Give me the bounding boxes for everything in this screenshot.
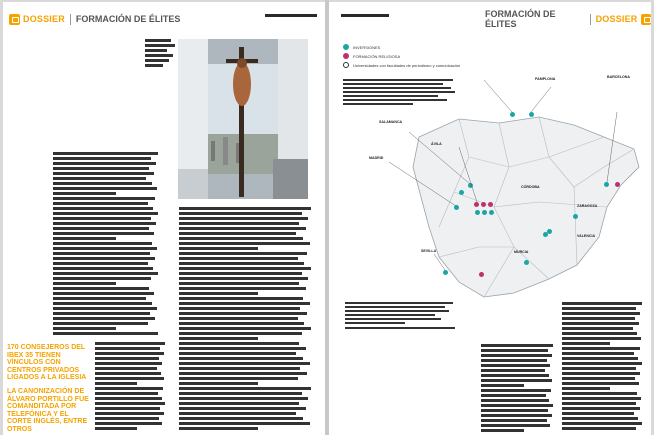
- city-murcia: MURCIA: [514, 250, 529, 254]
- text-line: [53, 172, 154, 175]
- text-line: [562, 362, 642, 365]
- left-header: [9, 12, 180, 26]
- text-line: [562, 307, 636, 310]
- text-line: [179, 307, 300, 310]
- text-line: [53, 192, 116, 195]
- text-line: [95, 357, 159, 360]
- article-column-5: [562, 302, 642, 432]
- city-sevilla: SEVILLA: [421, 249, 437, 253]
- text-line: [53, 202, 148, 205]
- dossier-label: DOSSIER: [23, 14, 65, 24]
- text-line: [53, 227, 149, 230]
- text-line: [179, 332, 302, 335]
- text-line: [53, 187, 157, 190]
- article-column-2: [179, 207, 311, 432]
- text-line: [179, 282, 299, 285]
- text-line: [179, 347, 306, 350]
- text-line: [562, 347, 640, 350]
- text-line: [95, 362, 162, 365]
- text-line: [53, 277, 151, 280]
- city-pamplona: PAMPLONA: [535, 77, 556, 81]
- text-line: [53, 212, 158, 215]
- text-line: [179, 297, 303, 300]
- text-line: [481, 354, 552, 357]
- text-line: [179, 302, 310, 305]
- text-line: [179, 382, 258, 385]
- text-line: [53, 257, 155, 260]
- text-line: [562, 412, 634, 415]
- text-line: [53, 317, 155, 320]
- text-line: [562, 312, 640, 315]
- right-page: [329, 2, 651, 435]
- text-line: [179, 402, 299, 405]
- text-line: [95, 427, 137, 430]
- text-line: [179, 422, 310, 425]
- city-valencia: VALENCIA: [577, 234, 596, 238]
- text-line: [95, 417, 159, 420]
- section-title: FORMACIÓN DE ÉLITES: [75, 14, 181, 24]
- text-line: [179, 367, 300, 370]
- text-line: [179, 427, 258, 430]
- pull-quote-2: LA CANONIZACIÓN DE ÁLVARO PORTILLO FUE COMANDITADA POR TELEFÓNICA Y EL CORTE INGLÉS, ENTRE OTROS: [7, 388, 89, 433]
- text-line: [53, 272, 158, 275]
- text-line: [562, 342, 610, 345]
- pull-quote-1: 170 CONSEJEROS DEL IBEX 35 TIENEN VÍNCULOS CON CENTROS PRIVADOS LIGADOS A LA IGLESIA: [7, 344, 87, 381]
- text-line: [179, 287, 306, 290]
- text-line: [562, 377, 635, 380]
- text-line: [179, 417, 303, 420]
- section-title-right: FORMACIÓN DE ÉLITES: [485, 9, 556, 29]
- text-line: [179, 342, 299, 345]
- text-line: [179, 207, 311, 210]
- text-line: [562, 317, 635, 320]
- text-line: [95, 347, 160, 350]
- city-avila: ÁVILA: [431, 142, 442, 146]
- text-line: [53, 302, 152, 305]
- text-line: [95, 412, 164, 415]
- text-line: [53, 307, 157, 310]
- article-column-1: [53, 152, 158, 337]
- text-line: [481, 359, 547, 362]
- text-line: [481, 349, 548, 352]
- text-line: [481, 389, 551, 392]
- text-line: [481, 344, 553, 347]
- text-line: [481, 419, 547, 422]
- text-line: [53, 292, 154, 295]
- text-line: [95, 402, 165, 405]
- text-line: [95, 372, 161, 375]
- city-zaragoza: ZARAGOZA: [577, 204, 598, 208]
- text-line: [179, 232, 296, 235]
- legend-formacion: FORMACIÓN RELIGIOSA: [343, 53, 460, 59]
- text-line: [562, 337, 641, 340]
- text-line: [481, 404, 553, 407]
- text-line: [179, 262, 304, 265]
- map-footnote: [345, 302, 455, 331]
- text-line: [481, 374, 549, 377]
- text-line: [562, 417, 638, 420]
- city-madrid: MADRID: [369, 156, 384, 160]
- text-line: [53, 242, 152, 245]
- text-line: [179, 357, 303, 360]
- dossier-badge-icon: [9, 14, 20, 25]
- text-line: [95, 387, 163, 390]
- text-line: [53, 322, 148, 325]
- article-column-3: [95, 342, 165, 432]
- text-line: [481, 394, 546, 397]
- text-line: [53, 252, 150, 255]
- text-line: [562, 427, 636, 430]
- text-line: [179, 387, 311, 390]
- crucifix-photo: [178, 39, 308, 199]
- text-line: [179, 377, 298, 380]
- text-line: [179, 222, 299, 225]
- text-line: [53, 282, 116, 285]
- text-line: [179, 397, 308, 400]
- text-line: [95, 367, 157, 370]
- text-line: [179, 242, 310, 245]
- text-line: [95, 342, 165, 345]
- text-line: [481, 414, 552, 417]
- text-line: [53, 177, 146, 180]
- text-line: [179, 267, 311, 270]
- text-line: [95, 407, 160, 410]
- text-line: [53, 237, 116, 240]
- text-line: [53, 167, 149, 170]
- text-line: [179, 217, 308, 220]
- text-line: [53, 332, 158, 335]
- text-line: [481, 429, 524, 432]
- text-line: [562, 387, 610, 390]
- text-line: [179, 227, 306, 230]
- text-line: [562, 357, 638, 360]
- text-line: [95, 422, 162, 425]
- text-line: [179, 327, 311, 330]
- text-line: [53, 222, 156, 225]
- text-line: [562, 402, 636, 405]
- text-line: [179, 252, 307, 255]
- text-line: [53, 267, 153, 270]
- text-line: [95, 397, 162, 400]
- text-line: [53, 207, 153, 210]
- text-line: [562, 382, 639, 385]
- text-line: [53, 327, 116, 330]
- text-line: [95, 377, 164, 380]
- text-line: [95, 352, 164, 355]
- text-line: [562, 392, 637, 395]
- text-line: [179, 352, 296, 355]
- text-line: [53, 297, 146, 300]
- text-line: [562, 372, 640, 375]
- text-line: [95, 382, 137, 385]
- header-redacted: [265, 14, 317, 17]
- text-line: [53, 217, 151, 220]
- text-line: [53, 232, 154, 235]
- text-line: [179, 392, 302, 395]
- text-line: [179, 272, 302, 275]
- text-line: [179, 257, 298, 260]
- text-line: [179, 322, 304, 325]
- text-line: [562, 322, 639, 325]
- text-line: [481, 364, 550, 367]
- text-line: [481, 399, 549, 402]
- text-line: [53, 312, 150, 315]
- text-line: [53, 287, 149, 290]
- text-line: [481, 369, 545, 372]
- city-barcelona: BARCELONA: [607, 75, 630, 79]
- text-line: [179, 317, 298, 320]
- text-line: [562, 407, 640, 410]
- text-line: [179, 212, 302, 215]
- text-line: [179, 277, 308, 280]
- text-line: [562, 302, 642, 305]
- text-line: [481, 409, 548, 412]
- dossier-label-right: DOSSIER: [595, 14, 638, 24]
- legend-inversiones: INVERSIONES: [343, 44, 460, 50]
- text-line: [481, 384, 524, 387]
- article-column-4: [481, 344, 553, 434]
- text-line: [179, 312, 307, 315]
- text-line: [481, 424, 550, 427]
- text-line: [481, 379, 552, 382]
- city-cordoba: CÓRDOBA: [521, 185, 540, 189]
- text-line: [179, 292, 258, 295]
- text-line: [179, 412, 296, 415]
- text-line: [53, 157, 151, 160]
- text-line: [53, 247, 157, 250]
- text-line: [179, 337, 258, 340]
- text-line: [53, 262, 148, 265]
- text-line: [53, 197, 155, 200]
- text-line: [53, 162, 156, 165]
- text-line: [562, 352, 634, 355]
- text-line: [562, 332, 637, 335]
- text-line: [562, 397, 641, 400]
- text-line: [53, 182, 152, 185]
- text-line: [179, 237, 303, 240]
- text-line: [179, 372, 307, 375]
- text-line: [179, 407, 306, 410]
- photo-caption: [145, 39, 175, 69]
- text-line: [179, 247, 258, 250]
- left-page: [3, 2, 325, 435]
- text-line: [562, 367, 636, 370]
- city-salamanca: SALAMANCA: [379, 120, 403, 124]
- text-line: [95, 392, 158, 395]
- legend-universidades: Universidades con facultades de periodismo y comunicación: [343, 62, 460, 68]
- text-line: [53, 152, 158, 155]
- text-line: [562, 422, 642, 425]
- text-line: [179, 362, 310, 365]
- text-line: [562, 327, 633, 330]
